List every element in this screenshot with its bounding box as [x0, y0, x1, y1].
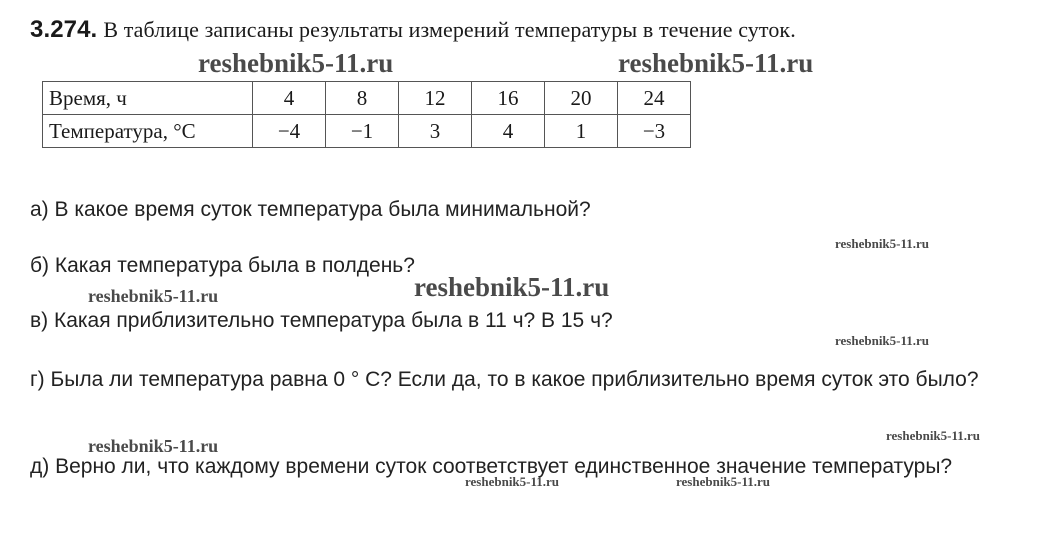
- temperature-cell: −3: [618, 115, 691, 148]
- time-cell: 16: [472, 82, 545, 115]
- question-e: д) Верно ли, что каждому времени суток соответствует единственное значение температуры?: [30, 455, 953, 478]
- row-header-temperature: Температура, °С: [43, 115, 253, 148]
- temperature-cell: −4: [253, 115, 326, 148]
- temperature-cell: 4: [472, 115, 545, 148]
- time-cell: 12: [399, 82, 472, 115]
- time-row: [43, 82, 691, 115]
- watermark: reshebnik5-11.ru: [835, 236, 930, 251]
- question-d: г) Была ли температура равна 0 ° С? Если да, то в какое приблизительно время суток это было?: [30, 368, 979, 391]
- time-cell: 8: [326, 82, 399, 115]
- temperature-cell: 3: [399, 115, 472, 148]
- watermark: reshebnik5-11.ru: [676, 474, 771, 489]
- watermark: reshebnik5-11.ru: [465, 474, 560, 489]
- temperature-row: [43, 115, 691, 148]
- problem-statement: В таблице записаны результаты измерений температуры в течение суток.: [103, 17, 796, 42]
- problem-number: 3.274.: [30, 16, 98, 43]
- time-cell: 20: [545, 82, 618, 115]
- temperature-cell: 1: [545, 115, 618, 148]
- watermark: reshebnik5-11.ru: [886, 428, 981, 443]
- watermark: reshebnik5-11.ru: [414, 272, 610, 302]
- temperature-cell: −1: [326, 115, 399, 148]
- watermark: reshebnik5-11.ru: [88, 436, 219, 456]
- problem-heading: [30, 16, 796, 44]
- watermark: reshebnik5-11.ru: [618, 48, 814, 78]
- question-b: б) Какая температура была в полдень?: [30, 254, 415, 277]
- time-cell: 4: [253, 82, 326, 115]
- question-a: а) В какое время суток температура была минимальной?: [30, 198, 591, 221]
- watermark: reshebnik5-11.ru: [835, 333, 930, 348]
- question-c: в) Какая приблизительно температура была в 11 ч? В 15 ч?: [30, 309, 613, 332]
- row-header-time: Время, ч: [43, 82, 253, 115]
- time-cell: 24: [618, 82, 691, 115]
- watermark: reshebnik5-11.ru: [88, 286, 219, 306]
- watermark: reshebnik5-11.ru: [198, 48, 394, 78]
- measurement-table: [42, 81, 691, 148]
